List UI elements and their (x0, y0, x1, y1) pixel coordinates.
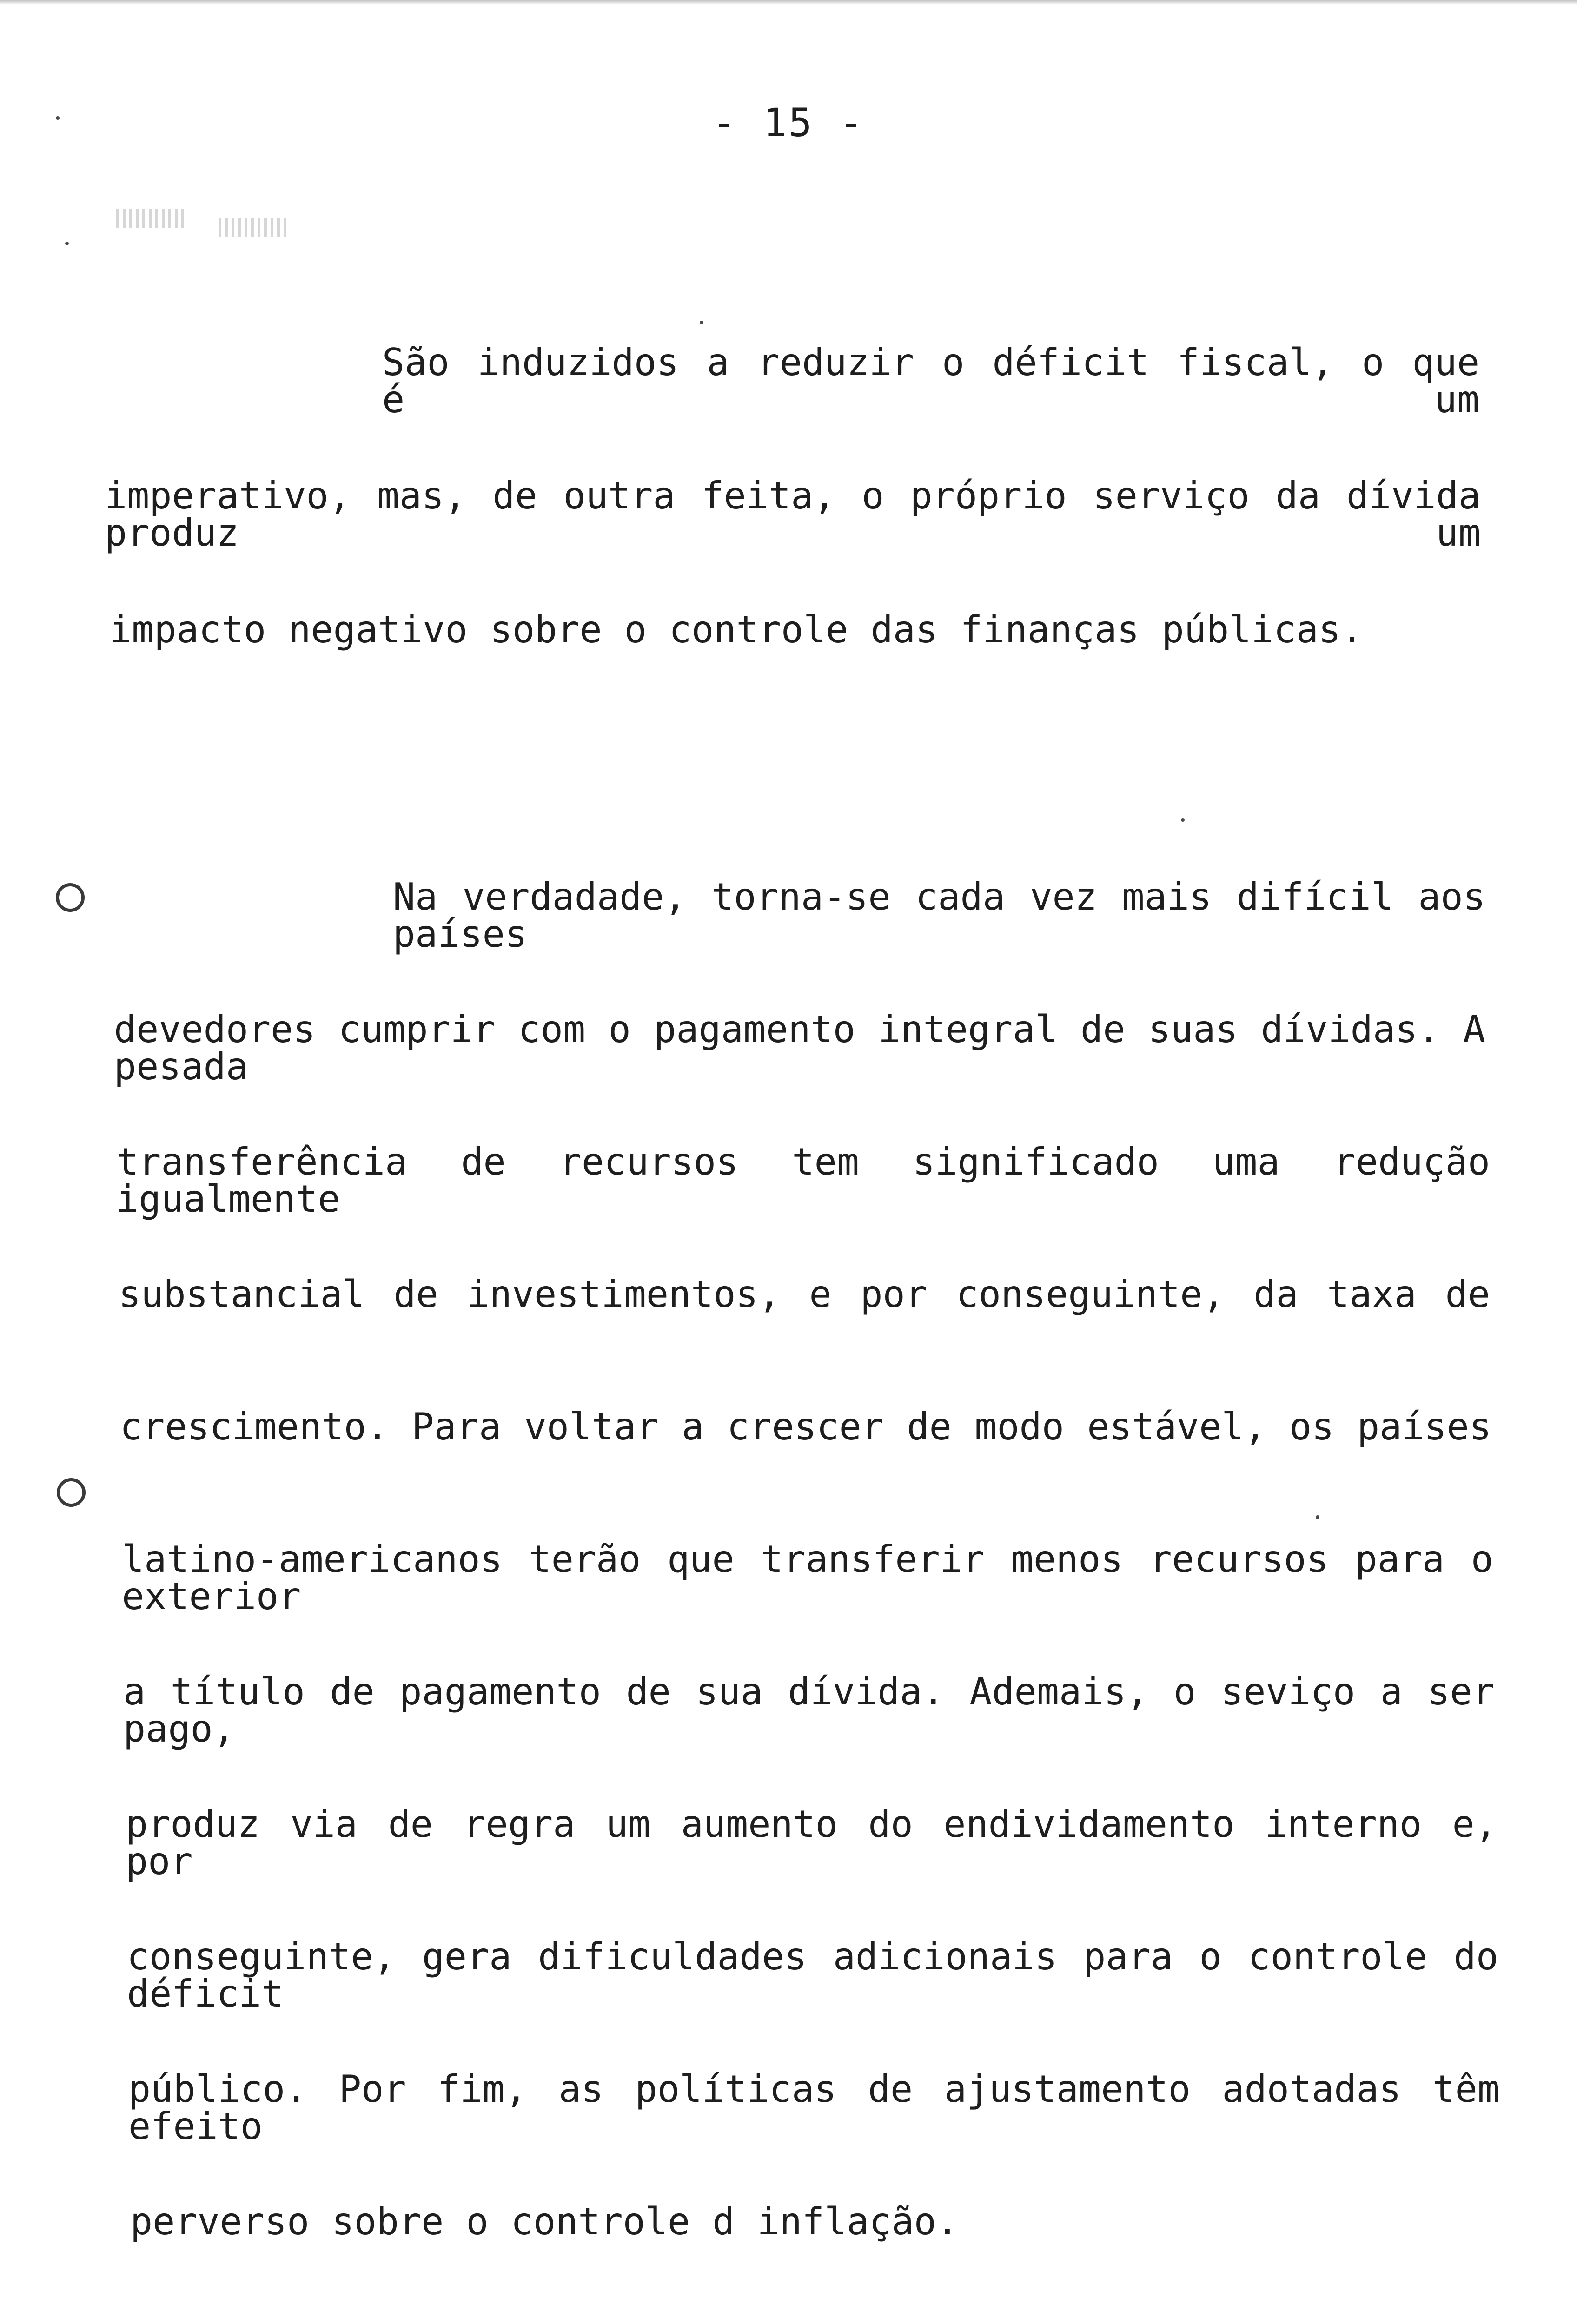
paragraph-2-line-4: substancial de investimentos, e por conseguinte, da taxa de (119, 1273, 1490, 1316)
paragraph-1-line-2: imperativo, mas, de outra feita, o próprio serviço da dívida produz um (105, 474, 1481, 555)
paragraph-2-line-11: perverso sobre o controle d inflação. (130, 2200, 959, 2243)
paragraph-1-line-3: impacto negativo sobre o controle das finanças públicas. (109, 608, 1364, 651)
paragraph-2-line-7: a título de pagamento de sua dívida. Ademais, o seviço a ser pago, (123, 1670, 1495, 1750)
paragraph-2-line-10: público. Por fim, as políticas de ajustamento adotadas têm efeito (128, 2067, 1500, 2148)
paragraph-2-line-2: devedores cumprir com o pagamento integral de suas dívidas. A pesada (114, 1008, 1485, 1088)
page-number: - 15 - (712, 100, 865, 145)
scan-smudge (219, 218, 288, 237)
scan-smudge (116, 209, 186, 228)
scan-speck (1316, 1515, 1319, 1519)
paragraph-2-line-8: produz via de regra um aumento do endividamento interno e, por (126, 1802, 1497, 1883)
paragraph-2-line-6: latino-americanos terão que transferir menos recursos para o exterior (122, 1538, 1493, 1618)
punch-hole (57, 1478, 86, 1507)
scan-top-edge (0, 0, 1577, 5)
paragraph-2-line-3: transferência de recursos tem significado uma redução igualmente (116, 1140, 1490, 1221)
punch-hole (56, 883, 85, 912)
paragraph-2-line-5: crescimento. Para voltar a crescer de modo estável, os países (120, 1405, 1491, 1448)
paragraph-2-line-1: Na verdadade, torna-se cada vez mais difícil aos países (393, 875, 1485, 956)
paragraph-2-line-9: conseguinte, gera dificuldades adicionais para o controle do déficit (127, 1935, 1498, 2015)
scan-speck (65, 242, 69, 245)
scan-speck (1181, 818, 1185, 822)
scan-speck (700, 321, 703, 324)
scan-speck (56, 116, 60, 120)
paragraph-1-line-1: São induzidos a reduzir o déficit fiscal, o que é um (382, 341, 1479, 421)
